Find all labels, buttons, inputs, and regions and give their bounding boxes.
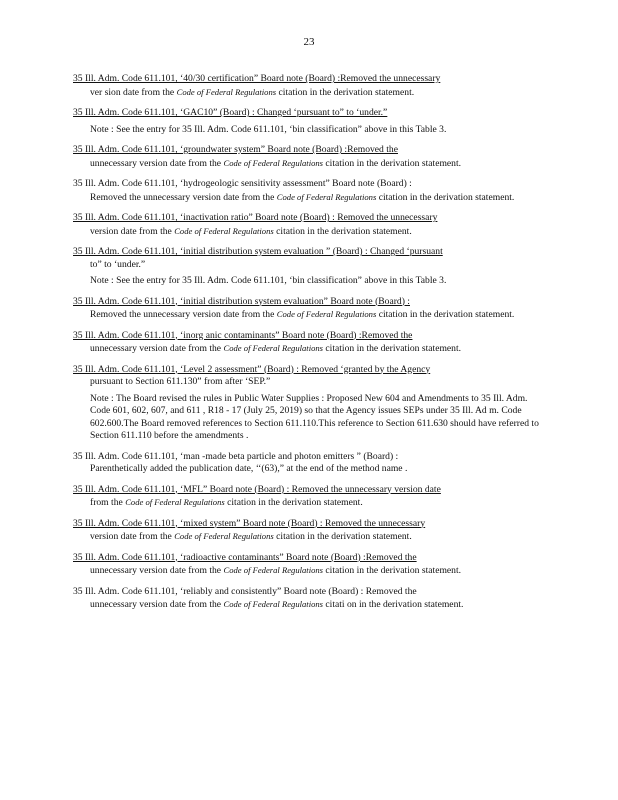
cfr-citation: Code of Federal Regulations bbox=[174, 531, 274, 541]
amendment-entry bbox=[73, 552, 543, 578]
amendment-entry bbox=[73, 484, 543, 510]
entry-heading: 35 Ill. Adm. Code 611.101, ‘radioactive contaminants” Board note (Board) :Removed the bbox=[73, 551, 417, 563]
entry-text: unnecessary version date from the bbox=[90, 565, 222, 576]
entry-text: citation in the derivation statement. bbox=[325, 157, 462, 169]
entry-continuation bbox=[73, 86, 543, 100]
cfr-citation: Code of Federal Regulations bbox=[223, 599, 324, 609]
entry-heading: 35 Ill. Adm. Code 611.101, ‘mixed system” Board note (Board) : Removed the unnecessary bbox=[73, 517, 426, 529]
amendment-entry bbox=[73, 246, 543, 288]
cfr-citation: Code of Federal Regulations bbox=[276, 309, 377, 319]
entry-note: Note : See the entry for 35 Ill. Adm. Code 611.101, ‘bin classification” above in this Table 3. bbox=[90, 275, 447, 286]
entry-heading: 35 Ill. Adm. Code 611.101, ‘GAC10” (Board) : Changed ‘pursuant to” to ‘under.” bbox=[73, 107, 388, 118]
entry-heading: 35 Ill. Adm. Code 611.101, ‘initial distribution system evaluation ” (Board) : Changed ‘pursuant bbox=[73, 246, 443, 257]
amendment-entry bbox=[73, 364, 543, 443]
page-number: 23 bbox=[303, 36, 315, 48]
amendment-entry bbox=[73, 330, 543, 356]
entry-text: ver sion date from the bbox=[90, 86, 175, 98]
amendment-entry bbox=[73, 586, 543, 612]
amendment-entry bbox=[73, 107, 543, 136]
entry-heading: 35 Ill. Adm. Code 611.101, ‘hydrogeologic sensitivity assessment” Board note (Board) : bbox=[73, 178, 412, 189]
entry-continuation bbox=[73, 259, 543, 272]
entry-text: unnecessary version date from the bbox=[90, 157, 222, 169]
entry-continuation bbox=[73, 598, 543, 612]
entry-text: citati on in the derivation statement. bbox=[325, 599, 464, 610]
entry-continuation bbox=[73, 308, 543, 322]
entry-heading: 35 Ill. Adm. Code 611.101, ‘MFL” Board note (Board) : Removed the unnecessary version date bbox=[73, 483, 441, 495]
entry-heading: 35 Ill. Adm. Code 611.101, ‘reliably and consistently” Board note (Board) : Removed the bbox=[73, 585, 417, 597]
amendment-entry bbox=[73, 144, 543, 170]
entry-text: Removed the unnecessary version date from the bbox=[90, 309, 275, 320]
entry-heading: 35 Ill. Adm. Code 611.101, ‘inorg anic contaminants” Board note (Board) :Removed the bbox=[73, 329, 413, 341]
entry-text: citation in the derivation statement. bbox=[276, 531, 412, 542]
cfr-citation: Code of Federal Regulations bbox=[125, 497, 225, 507]
entry-continuation bbox=[73, 564, 543, 578]
entry-text: citation in the derivation statement. bbox=[325, 565, 462, 576]
amendment-entry bbox=[73, 212, 543, 238]
entry-continuation bbox=[73, 463, 543, 476]
entry-note: Note : The Board revised the rules in Public Water Supplies : Proposed New 604 and Amendments to 35 Ill. Adm. Code 601, 602, 607, and 611 , R18 - 17 (July 25, 2019) so that the Agency issues SEPs under 35 Ill. Ad m. Code 602.600.The Board removed references to Section 611.110.This reference to Section 611.630 should have referred to Section 611.110 before the amendments . bbox=[90, 392, 539, 441]
entry-continuation bbox=[73, 376, 543, 389]
entry-heading: 35 Ill. Adm. Code 611.101, ‘initial distribution system evaluation” Board note (Board) : bbox=[73, 295, 410, 307]
entry-text: citation in the derivation statement. bbox=[325, 343, 462, 354]
cfr-citation: Code of Federal Regulations bbox=[223, 565, 324, 575]
entry-continuation bbox=[73, 530, 543, 544]
entry-text: version date from the bbox=[90, 225, 172, 237]
entry-heading: 35 Ill. Adm. Code 611.101, ‘Level 2 assessment” (Board) : Removed ‘granted by the Agency bbox=[73, 363, 431, 375]
entry-text: Removed the unnecessary version date from the bbox=[90, 191, 275, 203]
entry-heading: 35 Ill. Adm. Code 611.101, ‘40/30 certification” Board note (Board) :Removed the unnecessary bbox=[73, 73, 441, 84]
entry-text: unnecessary version date from the bbox=[90, 343, 222, 354]
entry-text: version date from the bbox=[90, 531, 172, 542]
entry-text: citation in the derivation statement. bbox=[278, 86, 415, 98]
amendment-entry bbox=[73, 178, 543, 204]
amendment-entries bbox=[73, 73, 543, 620]
entry-heading: 35 Ill. Adm. Code 611.101, ‘groundwater system” Board note (Board) :Removed the bbox=[73, 144, 398, 155]
entry-text: citation in the derivation statement. bbox=[378, 191, 515, 203]
entry-continuation bbox=[73, 225, 543, 239]
entry-text: unnecessary version date from the bbox=[90, 599, 222, 610]
entry-text: citation in the derivation statement. bbox=[227, 497, 363, 508]
entry-continuation bbox=[73, 496, 543, 510]
entry-text: citation in the derivation statement. bbox=[378, 309, 515, 320]
entry-continuation bbox=[73, 342, 543, 356]
entry-text: to” to ‘under.” bbox=[90, 258, 146, 270]
entry-note: Note : See the entry for 35 Ill. Adm. Code 611.101, ‘bin classification” above in this Table 3. bbox=[90, 123, 447, 135]
entry-text: pursuant to Section 611.130” from after ‘SEP.” bbox=[90, 376, 271, 387]
cfr-citation: Code of Federal Regulations bbox=[223, 343, 324, 353]
amendment-entry bbox=[73, 451, 543, 476]
amendment-entry bbox=[73, 73, 543, 99]
entry-text: from the bbox=[90, 497, 123, 508]
cfr-citation: Code of Federal Regulations bbox=[176, 86, 277, 97]
entry-heading: 35 Ill. Adm. Code 611.101, ‘man -made beta particle and photon emitters ” (Board) : bbox=[73, 450, 399, 462]
entry-text: citation in the derivation statement. bbox=[276, 225, 412, 237]
cfr-citation: Code of Federal Regulations bbox=[276, 191, 377, 202]
amendment-entry bbox=[73, 518, 543, 544]
cfr-citation: Code of Federal Regulations bbox=[223, 157, 324, 168]
entry-continuation bbox=[73, 191, 543, 205]
entry-heading: 35 Ill. Adm. Code 611.101, ‘inactivation ratio” Board note (Board) : Removed the unnecessary bbox=[73, 212, 438, 223]
entry-continuation bbox=[73, 157, 543, 171]
amendment-entry bbox=[73, 296, 543, 322]
cfr-citation: Code of Federal Regulations bbox=[174, 225, 274, 236]
entry-text: Parenthetically added the publication date, ‘‘(63),” at the end of the method name . bbox=[90, 463, 408, 474]
